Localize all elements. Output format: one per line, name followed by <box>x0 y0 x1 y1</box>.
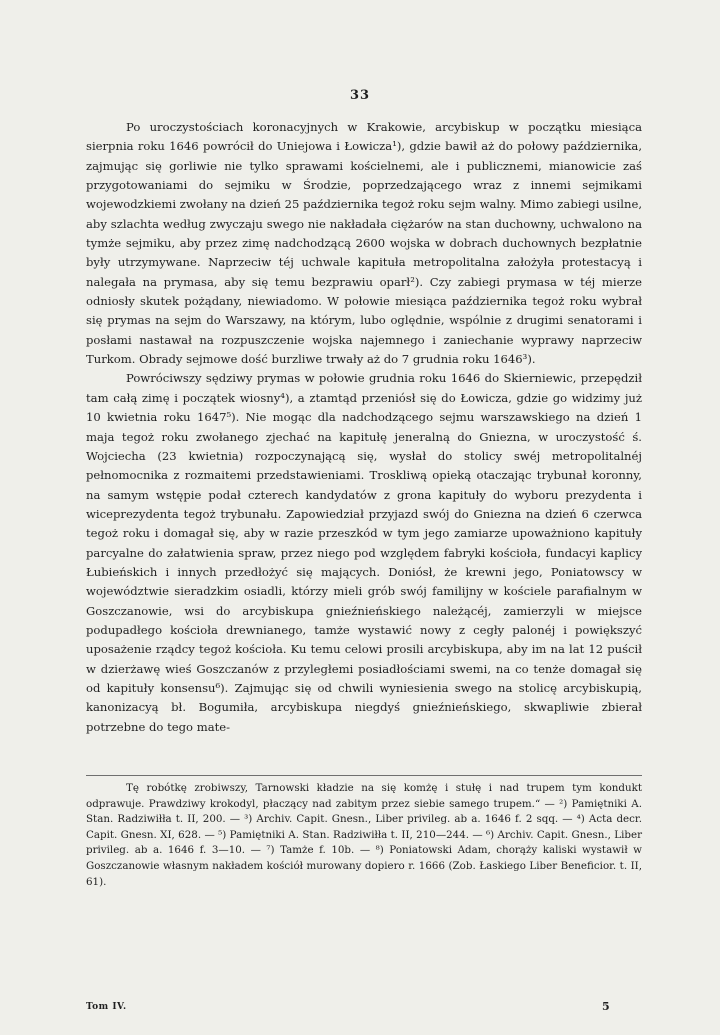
paragraph-2: Powróciwszy sędziwy prymas w połowie grudnia roku 1646 do Skierniewic, przepędził tam całą zimę i początek wiosny⁴), a ztamtąd przeniósł się do Łowicza, gdzie go widzimy już 10 kwietnia roku 1647⁵). Nie mogąc dla nadchodzącego sejmu warszawskiego na dzień 1 maja tegoż roku zwołanego zjechać na kapitułę jeneralną do Gniezna, w uroczystość ś. Wojciecha (23 kwietnia) rozpoczynającą się, wysłał do stolicy swéj metropolitalnéj pełnomocnika z rozmaitemi przedstawieniami. Troskliwą opieką otaczając trybunał koronny, na samym wstępie podał czterech kandydatów z grona kapituły do wyboru prezydenta i wiceprezydenta tegoż trybunału. Zapowiedział przyjazd swój do Gniezna na dzień 6 czerwca tegoż roku i domagał się, aby w razie przeszkód w tym jego zamiarze upoważniono kapituły parcyalne do załatwienia spraw, przez niego pod względem fabryki kościoła, fundacyi kaplicy Łubieńskich i innych przedłożyć się mających. Doniósł, że krewni jego, Poniatowscy w województwie sieradzkim osiadli, którzy mieli grób swój familijny w kościele parafialnym w Goszczanowie, wsi do arcybiskupa gnieźnieńskiego należącéj, zamierzyli w miejsce podupadłego kościoła drewnianego, tamże wystawić nowy z cegły palonéj i powiększyć uposażenie rządcy tegoż kościoła. Ku temu celowi prosili arcybiskupa, aby im na lat 12 puścił w dzierżawę wieś Goszczanów z przyległemi posiadłościami swemi, na co tenże domagał się od kapituły konsensu⁶). Zajmując się od chwili wyniesienia swego na stolicę arcybiskupią, kanonizacyą bł. Bogumiła, arcybiskupa niegdyś gnieźnieńskiego, skwapliwie zbierał potrzebne do tego mate- <box>86 371 642 734</box>
volume-signature: Tom IV. <box>86 1002 127 1012</box>
main-text <box>86 118 642 737</box>
footnotes <box>86 781 642 890</box>
sheet-signature: 5 <box>602 1000 610 1013</box>
page-number: 33 <box>349 88 371 103</box>
footnotes-text: Tę robótkę zrobiwszy, Tarnowski kładzie na się komżę i stułę i nad trupem tym kondukt odprawuje. Prawdziwy krokodyl, płaczący nad zabitym przez siebie samego trupem.“ — ²) Pamiętniki A. Stan. Radziwiłła t. II, 200. — ³) Archiv. Capit. Gnesn., Liber privileg. ab a. 1646 f. 2 sqq. — ⁴) Acta decr. Capit. Gnesn. XI, 628. — ⁵) Pamiętniki A. Stan. Radziwiłła t. II, 210—244. — ⁶) Archiv. Capit. Gnesn., Liber privileg. ab a. 1646 f. 3—10. — ⁷) Tamże f. 10b. — ⁸) Poniatowski Adam, chorąży kaliski wystawił w Goszczanowie własnym nakładem kościół murowany dopiero r. 1666 (Zob. Łaskiego Liber Beneficior. t. II, 61). <box>86 782 642 888</box>
paragraph-1: Po uroczystościach koronacyjnych w Krakowie, arcybiskup w początku miesiąca sierpnia roku 1646 powrócił do Uniejowa i Łowicza¹), gdzie bawił aż do połowy października, zajmując się gorliwie nie tylko sprawami kościelnemi, ale i publicznemi, mianowicie zaś przygotowaniami do sejmiku w Środzie, poprzedzającego wraz z innemi sejmikami wojewodzkiemi zwołany na dzień 25 października tegoż roku sejm walny. Mimo zabiegi usilne, aby szlachta według zwyczaju swego nie nakładała ciężarów na stan duchowny, uchwalono na tymże sejmiku, aby przez zimę nadchodzącą 2600 wojska w dobrach duchownych bezpłatnie były utrzymywane. Naprzeciw téj uchwale kapituła metropolitalna założyła protestacyą i nalegała na prymasa, aby się temu bezprawiu oparł²). Czy zabiegi prymasa w téj mierze odniosły skutek pożądany, niewiadomo. W połowie miesiąca października tegoż roku wybrał się prymas na sejm do Warszawy, na którym, lubo oględnie, wspólnie z drugimi senatorami i posłami nastawał na rozpuszczenie wojska najemnego i zaniechanie wyprawy naprzeciw Turkom. Obrady sejmowe dość burzliwe trwały aż do 7 grudnia roku 1646³). <box>86 120 642 367</box>
footnote-separator <box>86 775 642 776</box>
